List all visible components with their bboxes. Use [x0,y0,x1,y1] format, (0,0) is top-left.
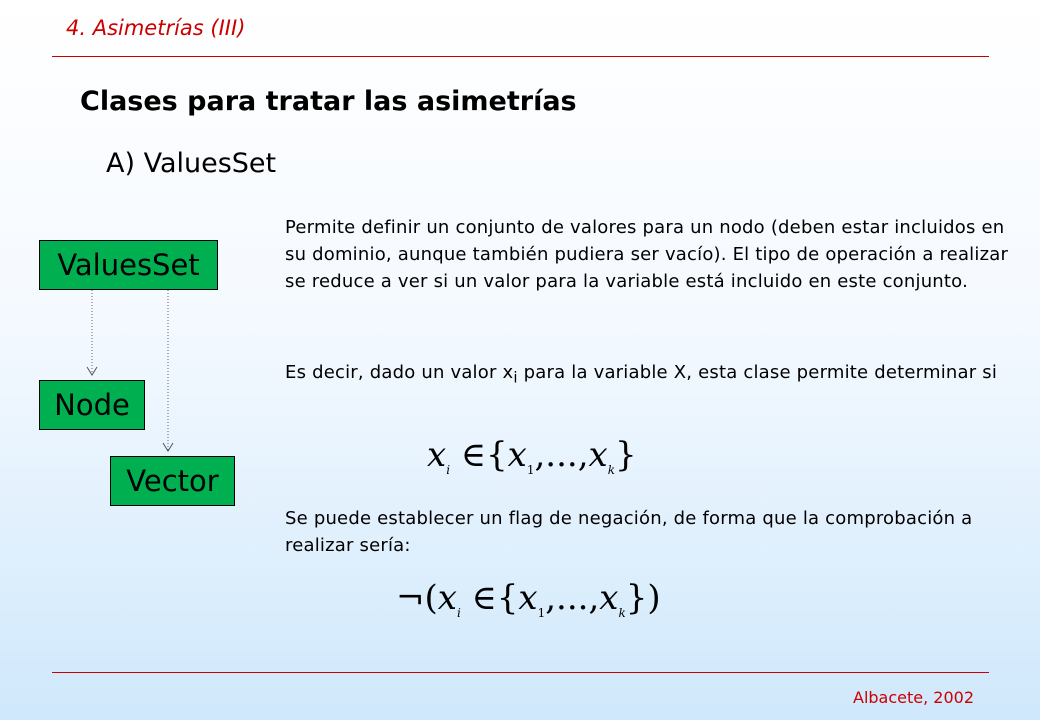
membership-formula [427,435,637,477]
formula-sub-i: i [456,605,461,620]
vector-box: Vector [110,456,235,506]
bottom-divider [52,672,989,673]
formula-xk: x [599,578,619,618]
formula-x1: x [518,578,538,618]
formula-x1: x [507,435,527,475]
formula-brace-open: { [486,435,508,475]
page-title: Clases para tratar las asimetrías [80,86,577,117]
description-paragraph: Permite definir un conjunto de valores para un nodo (deben estar incluidos en su dominio, aunque también pudiera ser vacío). El tipo de operación a realizar se reduce a ver si un valor para la variable está incluido en este conjunto. [285,217,1009,292]
node-box: Node [39,380,145,430]
formula-element-of: ∈ [471,578,497,618]
negation-paragraph: Se puede establecer un flag de negación, de forma que la comprobación a realizar sería: [285,508,973,556]
footer-text: Albacete, 2002 [853,688,974,707]
condition-subscript: i [513,368,518,387]
formula-x: x [437,578,457,618]
formula-xk: x [588,435,608,475]
formula-sub-k: k [607,462,615,477]
formula-element-of: ∈ [460,435,487,475]
formula-sub-i: i [446,462,451,477]
formula-brace-close: } [625,578,648,618]
formula-ellipsis: ,..., [545,578,600,618]
formula-brace-open: { [496,578,519,618]
formula-sub-1: 1 [537,605,546,620]
formula-sub-1: 1 [526,462,535,477]
condition-text-end: para la variable X, esta clase permite determinar si [517,362,998,383]
formula-x: x [427,435,447,475]
formula-sub-k: k [618,605,626,620]
formula-paren-close: ) [647,578,661,618]
formula-brace-close: } [615,435,637,475]
subheading: A) ValuesSet [106,148,277,179]
formula-ellipsis: ,..., [534,435,589,475]
negation-formula [396,578,661,620]
condition-text-start: Es decir, dado un valor x [285,362,514,383]
formula-paren-open: ( [424,578,438,618]
condition-paragraph [285,359,1015,392]
section-title: 4. Asimetrías (III) [66,16,246,40]
formula-not: ¬ [396,578,425,618]
valuesset-box: ValuesSet [39,240,218,290]
